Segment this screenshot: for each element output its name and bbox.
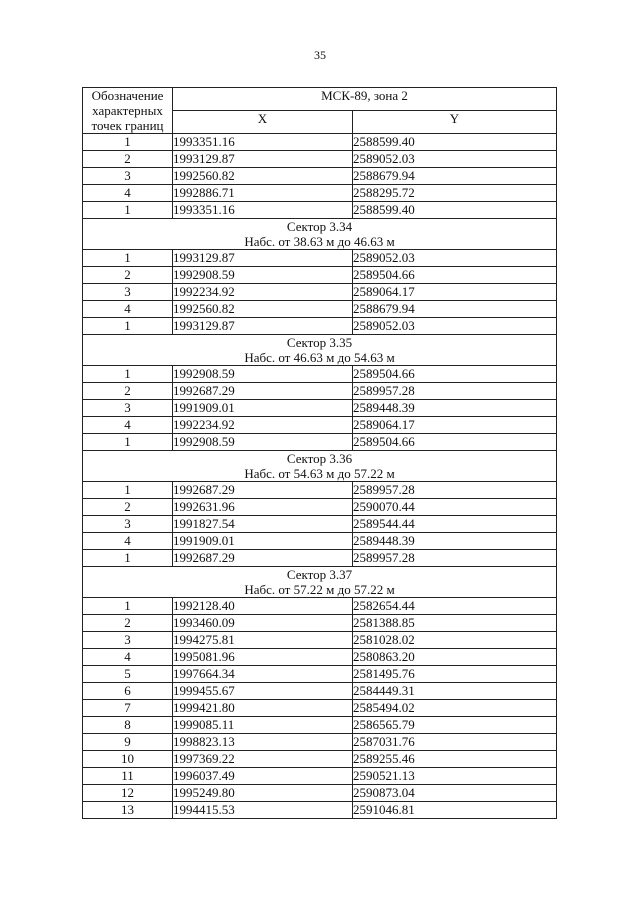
x-coordinate-cell: 1998823.13 xyxy=(173,734,353,751)
point-number-cell: 7 xyxy=(83,700,173,717)
x-coordinate-cell: 1992234.92 xyxy=(173,417,353,434)
x-coordinate-cell: 1993129.87 xyxy=(173,318,353,335)
point-number-cell: 1 xyxy=(83,250,173,267)
table-row xyxy=(83,632,557,649)
table-row xyxy=(83,168,557,185)
point-number-cell: 1 xyxy=(83,434,173,451)
sector-title: Сектор 3.36 xyxy=(286,451,353,466)
x-coordinate-cell: 1991909.01 xyxy=(173,533,353,550)
x-coordinate-cell: 1991909.01 xyxy=(173,400,353,417)
sector-header xyxy=(83,335,557,366)
x-coordinate-cell: 1995249.80 xyxy=(173,785,353,802)
table-row xyxy=(83,267,557,284)
point-number-cell: 1 xyxy=(83,482,173,499)
x-coordinate-cell: 1992631.96 xyxy=(173,499,353,516)
y-coordinate-cell: 2581495.76 xyxy=(353,666,557,683)
point-number-cell: 4 xyxy=(83,649,173,666)
table-row xyxy=(83,768,557,785)
x-coordinate-cell: 1992687.29 xyxy=(173,550,353,567)
table-row xyxy=(83,734,557,751)
y-coordinate-cell: 2588679.94 xyxy=(353,168,557,185)
y-coordinate-cell: 2586565.79 xyxy=(353,717,557,734)
y-coordinate-cell: 2585494.02 xyxy=(353,700,557,717)
sector-elevation-range: Набс. от 54.63 м до 57.22 м xyxy=(244,466,395,481)
sector-title: Сектор 3.37 xyxy=(286,567,353,582)
x-coordinate-cell: 1992908.59 xyxy=(173,267,353,284)
point-number-cell: 3 xyxy=(83,632,173,649)
x-coordinate-cell: 1997664.34 xyxy=(173,666,353,683)
x-coordinate-cell: 1996037.49 xyxy=(173,768,353,785)
table-row xyxy=(83,185,557,202)
table-row xyxy=(83,318,557,335)
table-row xyxy=(83,649,557,666)
sector-header-row xyxy=(83,335,557,366)
y-coordinate-cell: 2589448.39 xyxy=(353,533,557,550)
table-header xyxy=(83,88,557,134)
table-row xyxy=(83,700,557,717)
table-row xyxy=(83,499,557,516)
sector-elevation-range: Набс. от 38.63 м до 46.63 м xyxy=(244,234,395,249)
point-number-cell: 6 xyxy=(83,683,173,700)
point-number-cell: 2 xyxy=(83,151,173,168)
point-number-cell: 1 xyxy=(83,550,173,567)
point-number-cell: 1 xyxy=(83,366,173,383)
sector-header xyxy=(83,451,557,482)
sector-header xyxy=(83,219,557,250)
y-coordinate-cell: 2581028.02 xyxy=(353,632,557,649)
y-coordinate-cell: 2588679.94 xyxy=(353,301,557,318)
point-number-cell: 3 xyxy=(83,168,173,185)
y-coordinate-cell: 2589064.17 xyxy=(353,284,557,301)
y-coordinate-cell: 2589544.44 xyxy=(353,516,557,533)
x-coordinate-cell: 1992908.59 xyxy=(173,434,353,451)
table-row xyxy=(83,250,557,267)
table-body xyxy=(83,134,557,819)
point-number-cell: 13 xyxy=(83,802,173,819)
x-coordinate-cell: 1992128.40 xyxy=(173,598,353,615)
sector-header-row xyxy=(83,219,557,250)
point-number-cell: 3 xyxy=(83,516,173,533)
point-number-cell: 4 xyxy=(83,417,173,434)
table-row xyxy=(83,533,557,550)
point-number-cell: 11 xyxy=(83,768,173,785)
point-number-cell: 4 xyxy=(83,185,173,202)
y-coordinate-cell: 2581388.85 xyxy=(353,615,557,632)
y-coordinate-cell: 2589957.28 xyxy=(353,550,557,567)
x-coordinate-cell: 1993129.87 xyxy=(173,151,353,168)
table-row xyxy=(83,751,557,768)
table-row xyxy=(83,301,557,318)
x-coordinate-cell: 1992560.82 xyxy=(173,168,353,185)
sector-header-row xyxy=(83,567,557,598)
x-coordinate-cell: 1994275.81 xyxy=(173,632,353,649)
x-coordinate-cell: 1993351.16 xyxy=(173,202,353,219)
y-coordinate-cell: 2590070.44 xyxy=(353,499,557,516)
y-coordinate-cell: 2589957.28 xyxy=(353,482,557,499)
y-coordinate-cell: 2589504.66 xyxy=(353,434,557,451)
x-coordinate-cell: 1992687.29 xyxy=(173,482,353,499)
point-number-cell: 3 xyxy=(83,284,173,301)
y-coordinate-cell: 2589957.28 xyxy=(353,383,557,400)
table-row xyxy=(83,802,557,819)
sector-title: Сектор 3.34 xyxy=(286,219,353,234)
x-coordinate-cell: 1997369.22 xyxy=(173,751,353,768)
point-number-cell: 5 xyxy=(83,666,173,683)
y-column-header: Y xyxy=(353,111,557,134)
y-coordinate-cell: 2589255.46 xyxy=(353,751,557,768)
point-number-cell: 1 xyxy=(83,598,173,615)
table-row xyxy=(83,417,557,434)
table-row xyxy=(83,284,557,301)
table-row xyxy=(83,516,557,533)
sector-elevation-range: Набс. от 57.22 м до 57.22 м xyxy=(244,582,395,597)
y-coordinate-cell: 2582654.44 xyxy=(353,598,557,615)
x-coordinate-cell: 1991827.54 xyxy=(173,516,353,533)
table-row xyxy=(83,785,557,802)
point-number-cell: 4 xyxy=(83,533,173,550)
y-coordinate-cell: 2589064.17 xyxy=(353,417,557,434)
coordinates-table xyxy=(82,87,557,819)
table-row xyxy=(83,717,557,734)
x-coordinate-cell: 1993351.16 xyxy=(173,134,353,151)
y-coordinate-cell: 2591046.81 xyxy=(353,802,557,819)
point-number-cell: 2 xyxy=(83,499,173,516)
x-column-header: X xyxy=(173,111,353,134)
point-number-cell: 2 xyxy=(83,267,173,284)
point-number-cell: 2 xyxy=(83,615,173,632)
point-number-cell: 2 xyxy=(83,383,173,400)
y-coordinate-cell: 2588599.40 xyxy=(353,202,557,219)
x-coordinate-cell: 1995081.96 xyxy=(173,649,353,666)
y-coordinate-cell: 2587031.76 xyxy=(353,734,557,751)
x-coordinate-cell: 1992560.82 xyxy=(173,301,353,318)
y-coordinate-cell: 2588295.72 xyxy=(353,185,557,202)
table-row xyxy=(83,134,557,151)
y-coordinate-cell: 2590873.04 xyxy=(353,785,557,802)
sector-header-row xyxy=(83,451,557,482)
point-number-cell: 1 xyxy=(83,318,173,335)
table-row xyxy=(83,598,557,615)
table-row xyxy=(83,550,557,567)
y-coordinate-cell: 2589504.66 xyxy=(353,267,557,284)
x-coordinate-cell: 1993129.87 xyxy=(173,250,353,267)
sector-header xyxy=(83,567,557,598)
table-row xyxy=(83,151,557,168)
y-coordinate-cell: 2589052.03 xyxy=(353,250,557,267)
x-coordinate-cell: 1994415.53 xyxy=(173,802,353,819)
table-row xyxy=(83,683,557,700)
y-coordinate-cell: 2589504.66 xyxy=(353,366,557,383)
table-row xyxy=(83,482,557,499)
point-number-cell: 4 xyxy=(83,301,173,318)
x-coordinate-cell: 1999085.11 xyxy=(173,717,353,734)
y-coordinate-cell: 2589052.03 xyxy=(353,318,557,335)
y-coordinate-cell: 2580863.20 xyxy=(353,649,557,666)
y-coordinate-cell: 2588599.40 xyxy=(353,134,557,151)
table-row xyxy=(83,202,557,219)
sector-elevation-range: Набс. от 46.63 м до 54.63 м xyxy=(244,350,395,365)
y-coordinate-cell: 2590521.13 xyxy=(353,768,557,785)
sector-title: Сектор 3.35 xyxy=(286,335,353,350)
point-number-cell: 12 xyxy=(83,785,173,802)
x-coordinate-cell: 1992886.71 xyxy=(173,185,353,202)
table-row xyxy=(83,666,557,683)
coordinate-system-header: МСК-89, зона 2 xyxy=(173,88,557,111)
point-number-cell: 8 xyxy=(83,717,173,734)
x-coordinate-cell: 1992234.92 xyxy=(173,284,353,301)
y-coordinate-cell: 2589052.03 xyxy=(353,151,557,168)
table-row xyxy=(83,434,557,451)
point-number-cell: 9 xyxy=(83,734,173,751)
table-row xyxy=(83,366,557,383)
point-number-cell: 3 xyxy=(83,400,173,417)
x-coordinate-cell: 1992908.59 xyxy=(173,366,353,383)
y-coordinate-cell: 2589448.39 xyxy=(353,400,557,417)
table-row xyxy=(83,400,557,417)
x-coordinate-cell: 1999455.67 xyxy=(173,683,353,700)
x-coordinate-cell: 1999421.80 xyxy=(173,700,353,717)
y-coordinate-cell: 2584449.31 xyxy=(353,683,557,700)
point-number-cell: 1 xyxy=(83,134,173,151)
points-column-header: Обозначение характерных точек границ xyxy=(83,88,173,134)
table-row xyxy=(83,615,557,632)
table-row xyxy=(83,383,557,400)
x-coordinate-cell: 1992687.29 xyxy=(173,383,353,400)
point-number-cell: 1 xyxy=(83,202,173,219)
x-coordinate-cell: 1993460.09 xyxy=(173,615,353,632)
page-number: 35 xyxy=(314,48,326,62)
point-number-cell: 10 xyxy=(83,751,173,768)
